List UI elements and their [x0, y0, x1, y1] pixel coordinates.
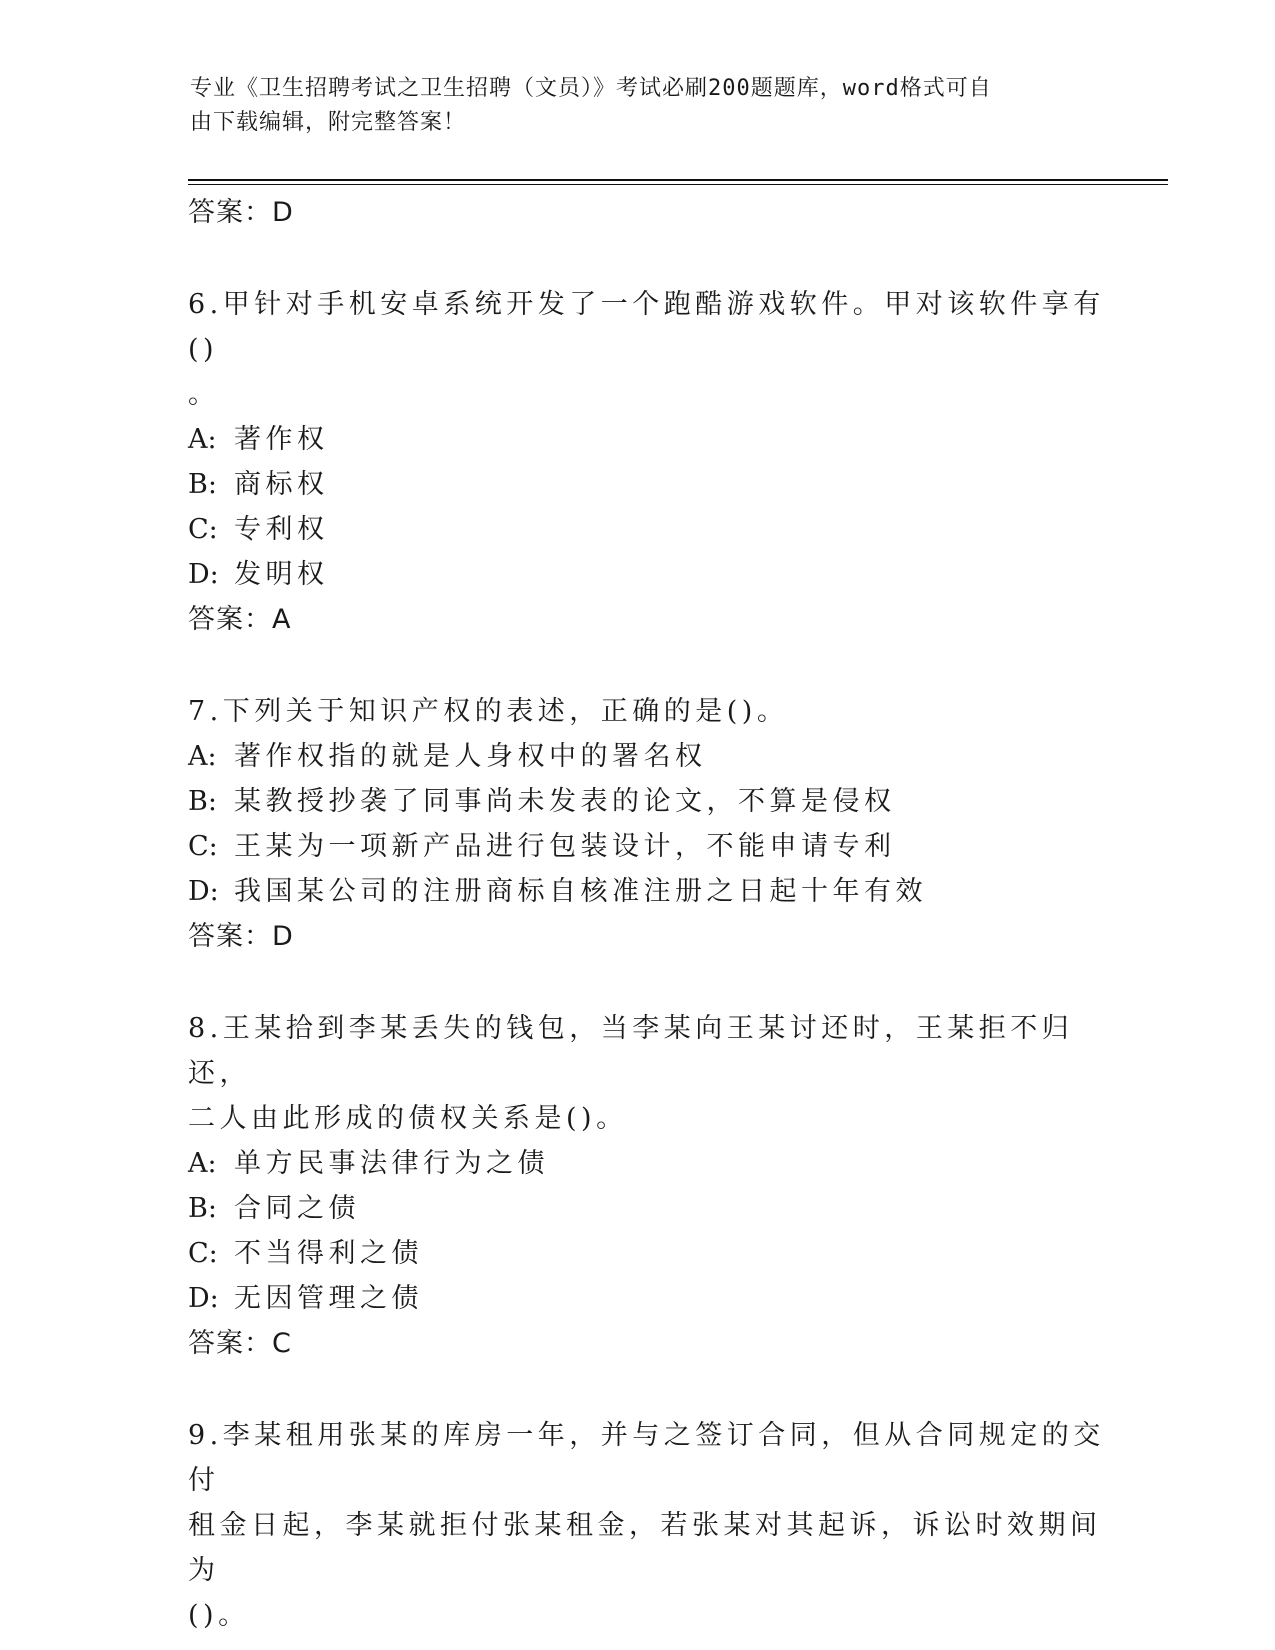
spacer	[188, 236, 1118, 282]
question-text: ()。	[188, 1600, 250, 1631]
question-block	[188, 1413, 1118, 1638]
option-d	[188, 1276, 1118, 1321]
spacer	[188, 643, 1118, 689]
spacer	[188, 1367, 1118, 1413]
question-block	[188, 689, 1118, 960]
option-letter: D:	[188, 876, 219, 907]
option-letter: C:	[188, 1238, 218, 1269]
option-a	[188, 734, 1118, 779]
option-letter: A:	[188, 741, 217, 772]
option-text: 商标权	[234, 469, 329, 500]
header-line-1: 专业《卫生招聘考试之卫生招聘（文员）》考试必刷200题题库，word格式可自	[190, 76, 992, 101]
question-block	[188, 282, 1118, 643]
spacer	[188, 960, 1118, 1006]
question-list	[188, 190, 1118, 1638]
question-block	[188, 1006, 1118, 1367]
option-d	[188, 552, 1118, 597]
answer-line: 答案：C	[188, 1328, 292, 1359]
question-text: 。	[188, 379, 220, 410]
option-b	[188, 1186, 1118, 1231]
option-text: 单方民事法律行为之债	[234, 1148, 549, 1179]
option-d	[188, 869, 1118, 914]
page-header	[190, 72, 1090, 140]
option-text: 我国某公司的注册商标自核准注册之日起十年有效	[234, 876, 927, 907]
option-letter: B:	[188, 1193, 217, 1224]
option-letter: D:	[188, 1283, 219, 1314]
answer-line: 答案：D	[188, 197, 294, 228]
option-text: 无因管理之债	[234, 1283, 423, 1314]
question-text: 二人由此形成的债权关系是()。	[188, 1103, 628, 1134]
option-letter: C:	[188, 514, 218, 545]
option-letter: B:	[188, 786, 217, 817]
option-b	[188, 462, 1118, 507]
question-text: 8.王某拾到李某丢失的钱包，当李某向王某讨还时，王某拒不归还，	[188, 1013, 1074, 1089]
option-letter: C:	[188, 831, 218, 862]
option-c	[188, 507, 1118, 552]
option-text: 不当得利之债	[234, 1238, 423, 1269]
option-text: 合同之债	[234, 1193, 360, 1224]
option-letter: A:	[188, 1148, 217, 1179]
option-text: 著作权	[234, 424, 329, 455]
answer-line: 答案：D	[188, 921, 294, 952]
option-text: 某教授抄袭了同事尚未发表的论文，不算是侵权	[234, 786, 896, 817]
option-a	[188, 417, 1118, 462]
option-a	[188, 1141, 1118, 1186]
answer-line: 答案：A	[188, 604, 292, 635]
header-divider-thin	[188, 184, 1168, 185]
header-divider-thick	[188, 179, 1168, 181]
option-c	[188, 824, 1118, 869]
option-c	[188, 1231, 1118, 1276]
header-line-2: 由下载编辑，附完整答案！	[190, 110, 467, 135]
option-text: 王某为一项新产品进行包装设计，不能申请专利	[234, 831, 896, 862]
question-text: 租金日起，李某就拒付张某租金，若张某对其起诉，诉讼时效期间为	[188, 1510, 1102, 1586]
option-letter: B:	[188, 469, 217, 500]
option-text: 专利权	[234, 514, 329, 545]
question-text: 6.甲针对手机安卓系统开发了一个跑酷游戏软件。甲对该软件享有()	[188, 289, 1105, 365]
option-b	[188, 779, 1118, 824]
option-letter: D:	[188, 559, 219, 590]
option-letter: A:	[188, 424, 217, 455]
question-text: 9.李某租用张某的库房一年，并与之签订合同，但从合同规定的交付	[188, 1420, 1105, 1496]
option-text: 发明权	[234, 559, 329, 590]
option-text: 著作权指的就是人身权中的署名权	[234, 741, 707, 772]
question-text: 7.下列关于知识产权的表述，正确的是()。	[188, 696, 789, 727]
